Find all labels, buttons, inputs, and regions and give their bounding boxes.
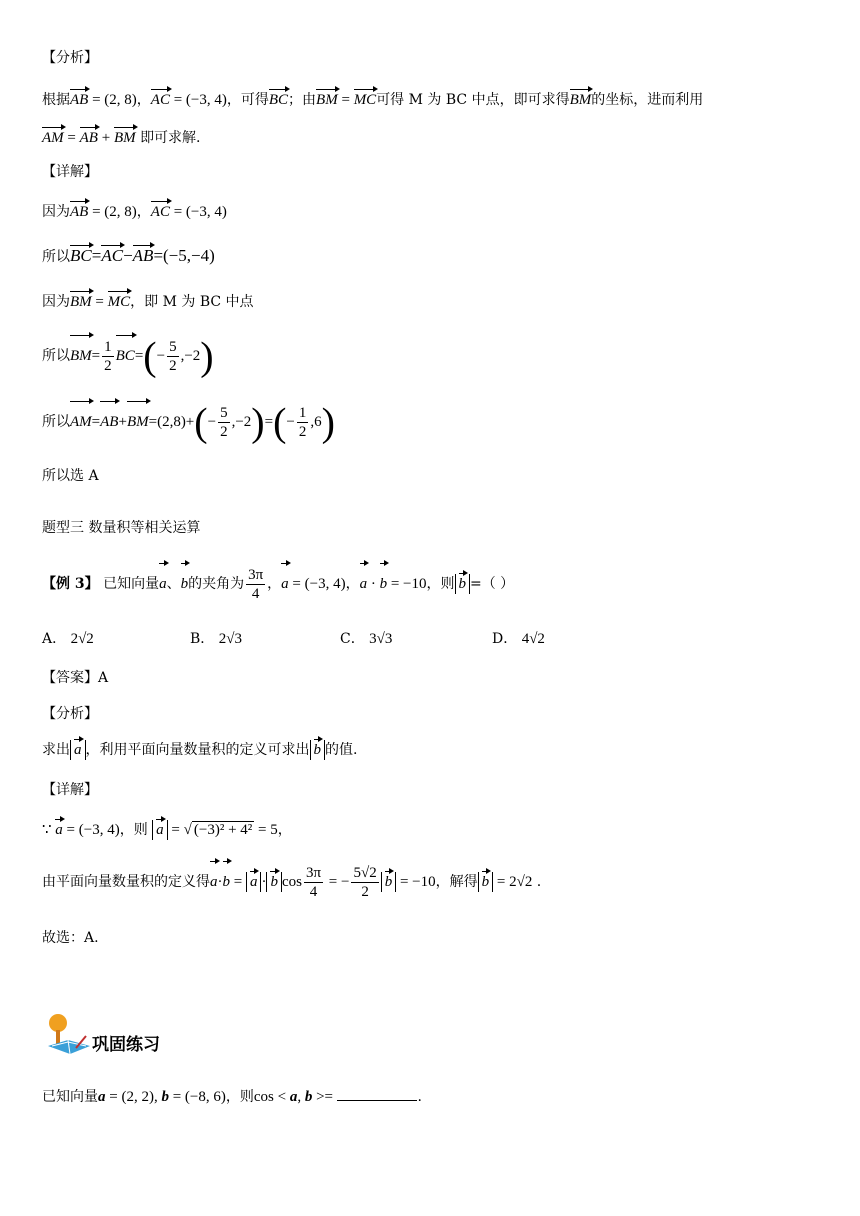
option-c: C． 3√3 bbox=[340, 631, 393, 647]
detail-line-1: 因为AB = (2, 8)，AC = (−3, 4) bbox=[42, 204, 227, 220]
analysis-line-1: 根据AB = (2, 8)，AC = (−3, 4)，可得BC；由BM = MC可得 M 为 BC 中点，即可求得BM的坐标，进而利用 bbox=[42, 92, 704, 108]
example3-detail-line-2: 由平面向量数量积的定义得a·b = a · b cos $\frac{3\pi}{4}$ = − $\frac{5√2}{2}$ b = −10，解得 b = 2√2 . bbox=[42, 862, 541, 902]
detail-line-3: 因为BM = MC，即 M 为 BC 中点 bbox=[42, 294, 254, 310]
book-lamp-icon bbox=[46, 1010, 92, 1058]
example3-detail-heading: 【详解】 bbox=[42, 782, 98, 798]
practice-title: 巩固练习 bbox=[92, 1035, 160, 1055]
practice-question: 已知向量a = (2, 2), b = (−8, 6)，则cos < a, b >= . bbox=[42, 1086, 422, 1107]
detail-line-5: 所以AM=AB+BM=(2,8)+(− $\frac{5}{2}$ ,−2)=(− $\frac{1}{2}$ ,6) bbox=[42, 399, 335, 445]
analysis-heading: 【分析】 bbox=[42, 50, 98, 66]
detail-line-2: 所以BC=AC−AB=(−5,−4) bbox=[42, 246, 215, 265]
example3-analysis-heading: 【分析】 bbox=[42, 706, 98, 722]
option-d: D． 4√2 bbox=[492, 631, 545, 647]
option-a: A． 2√2 bbox=[42, 631, 94, 647]
example3-question: 【例 3】 已知向量a、b的夹角为 $\frac{3\pi}{4}$ ，a = (−3, 4)，a · b = −10，则 b =（ ） bbox=[42, 564, 514, 604]
example3-detail-line-1: ∵ a = (−3, 4)，则 a = √ (−3)² + 4² = 5， bbox=[42, 822, 292, 838]
option-b: B． 2√3 bbox=[190, 631, 242, 647]
example3-conclusion: 故选：A. bbox=[42, 930, 99, 946]
detail-answer: 所以选 A bbox=[42, 468, 99, 484]
example3-answer: 【答案】A bbox=[42, 670, 109, 686]
answer-blank[interactable] bbox=[337, 1086, 417, 1101]
example3-label: 【例 3】 bbox=[42, 576, 99, 592]
detail-line-4: 所以BM= $\frac{1}{2}$ BC=(− $\frac{5}{2}$ ,−2) bbox=[42, 333, 214, 379]
example3-analysis-text: 求出 a ，利用平面向量数量积的定义可求出 b 的值. bbox=[42, 742, 358, 758]
section-title: 题型三 数量积等相关运算 bbox=[42, 520, 201, 536]
detail-heading: 【详解】 bbox=[42, 164, 98, 180]
analysis-line-2: AM = AB + BM 即可求解. bbox=[42, 130, 201, 146]
